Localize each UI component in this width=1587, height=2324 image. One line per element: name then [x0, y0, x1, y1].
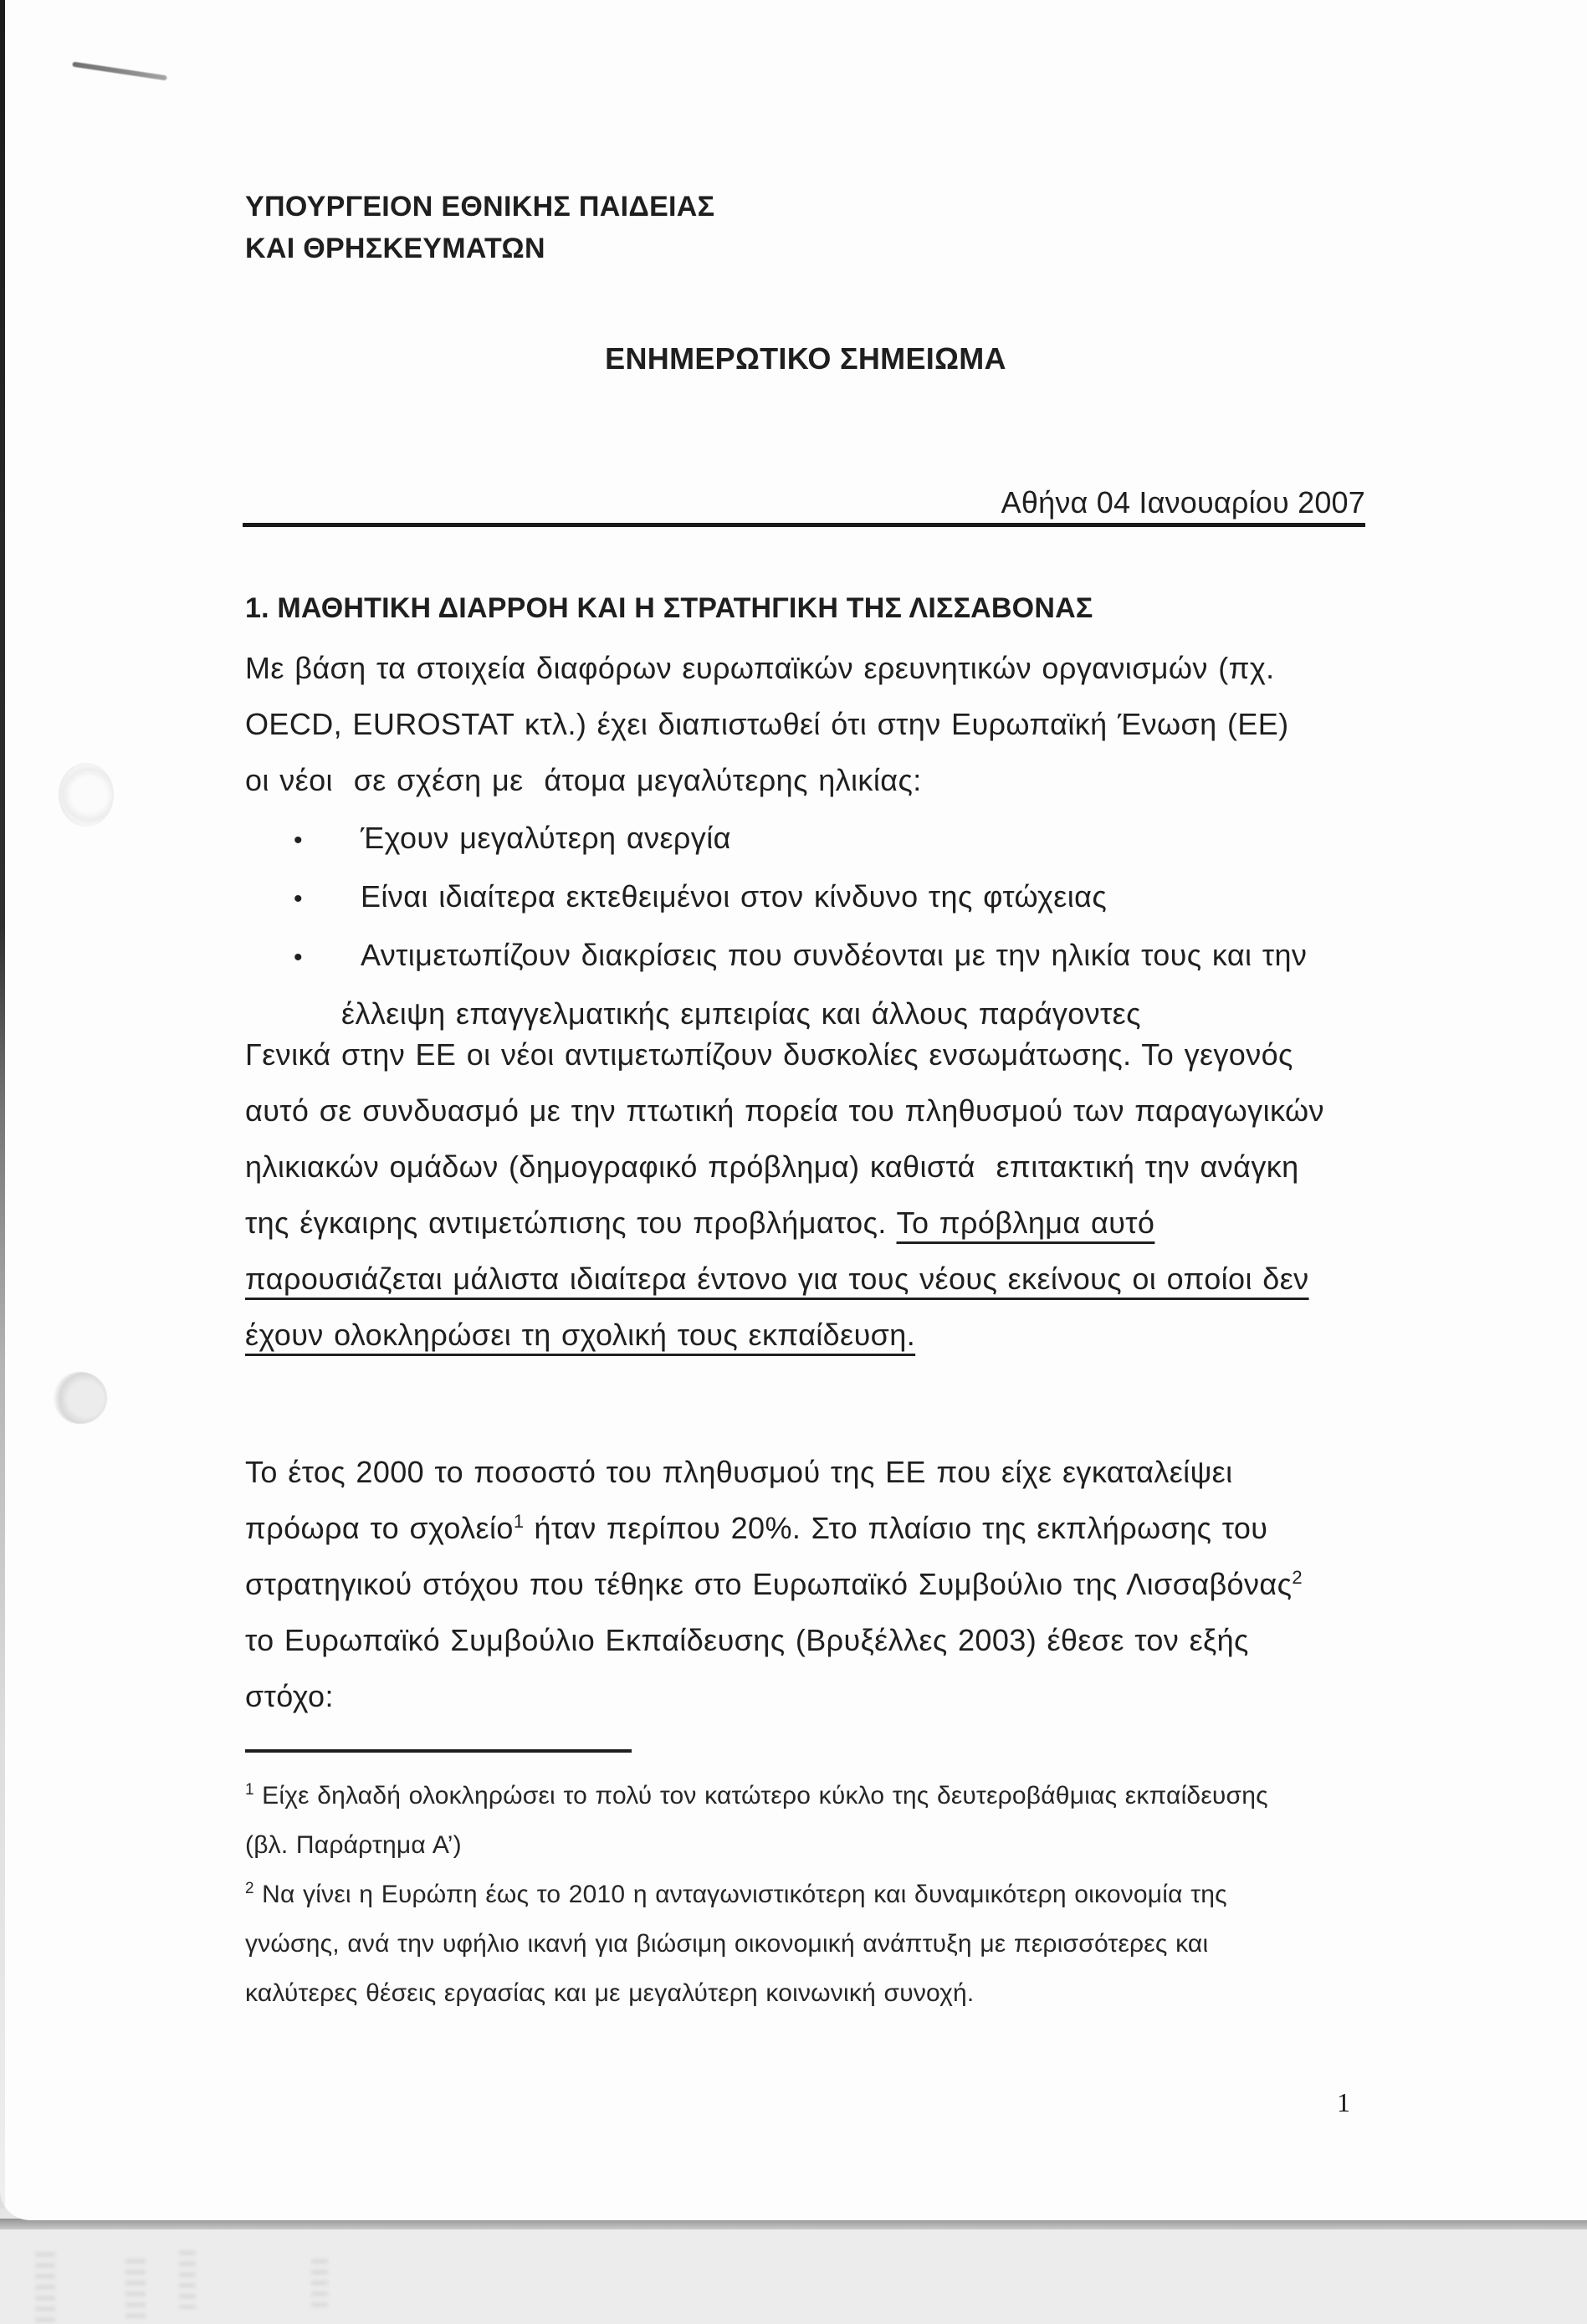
- footnote-ref-1: 1: [513, 1511, 525, 1532]
- paragraph-line: Το έτος 2000 το ποσοστό του πληθυσμού της ΕΕ που είχε εγκαταλείψει: [245, 1455, 1233, 1489]
- paragraph-line: Γενικά στην ΕΕ οι νέοι αντιμετωπίζουν δυσκολίες ενσωμάτωσης. Το γεγονός: [245, 1037, 1293, 1072]
- horizontal-rule: [243, 523, 1365, 527]
- paragraph-text: της έγκαιρης αντιμετώπισης του προβλήματος.: [245, 1206, 897, 1240]
- bleed-through-smudge: [35, 2252, 55, 2324]
- section-heading: 1. ΜΑΘΗΤΙΚΗ ΔΙΑΡΡΟΗ ΚΑΙ Η ΣΤΡΑΤΗΓΙΚΗ ΤΗΣ ΛΙΣΣΑΒΟΝΑΣ: [245, 592, 1093, 624]
- footnote-separator-rule: [245, 1749, 632, 1753]
- paragraph-2: [245, 1026, 1324, 1363]
- bullet-icon: •: [294, 827, 303, 854]
- paragraph-text: πρόωρα το σχολείο: [245, 1511, 514, 1545]
- footnote-text: Να γίνει η Ευρώπη έως το 2010 η ανταγωνιστικότερη και δυναμικότερη οικονομία της: [253, 1881, 1227, 1908]
- paragraph-line: [245, 1500, 1303, 1556]
- paragraph-line: OECD, EUROSTAT κτλ.) έχει διαπιστωθεί ότι στην Ευρωπαϊκή Ένωση (ΕΕ): [245, 707, 1289, 741]
- punch-hole-smudge: [54, 1372, 107, 1424]
- footnote-2-line: καλύτερες θέσεις εργασίας και με μεγαλύτερη κοινωνική συνοχή.: [245, 1979, 975, 2007]
- footnote-2-line: γνώσης, ανά την υφήλιο ικανή για βιώσιμη οικονομική ανάπτυξη με περισσότερες και: [245, 1930, 1209, 1958]
- list-item: [245, 927, 1307, 985]
- footnote-text: Είχε δηλαδή ολοκληρώσει το πολύ τον κατώτερο κύκλο της δευτεροβάθμιας εκπαίδευσης: [253, 1782, 1268, 1810]
- footnotes: [245, 1771, 1268, 2018]
- letterhead: [245, 186, 714, 269]
- bullet-icon: •: [294, 885, 303, 913]
- bleed-through-smudge: [125, 2259, 146, 2324]
- footnote-1-marker: 1: [245, 1781, 254, 1799]
- list-item-text: Αντιμετωπίζουν διακρίσεις που συνδέονται με την ηλικία τους και την: [361, 938, 1308, 972]
- paragraph-line: Με βάση τα στοιχεία διαφόρων ευρωπαϊκών ερευνητικών οργανισμών (πχ.: [245, 651, 1275, 685]
- bleed-through-smudge: [179, 2250, 196, 2309]
- ministry-name-line2: ΚΑΙ ΘΡΗΣΚΕΥΜΑΤΩΝ: [245, 233, 545, 264]
- paragraph-line: οι νέοι σε σχέση με άτομα μεγαλύτερης ηλικίας:: [245, 763, 922, 797]
- list-item: [245, 810, 1307, 868]
- paragraph-line: [245, 1195, 1324, 1251]
- paragraph-line: το Ευρωπαϊκό Συμβούλιο Εκπαίδευσης (Βρυξέλλες 2003) έθεσε τον εξής: [245, 1623, 1249, 1657]
- list-item: [245, 868, 1307, 927]
- scanner-bed-background: [0, 2229, 1587, 2324]
- list-item-text: Είναι ιδιαίτερα εκτεθειμένοι στον κίνδυνο της φτώχειας: [361, 879, 1108, 914]
- list-item-text: Έχουν μεγαλύτερη ανεργία: [361, 821, 731, 855]
- paragraph-text: ήταν περίπου 20%. Στο πλαίσιο της εκπλήρωσης του: [524, 1511, 1268, 1545]
- paragraph-text: στρατηγικού στόχου που τέθηκε στο Ευρωπαϊκό Συμβούλιο της Λισσαβόνας: [245, 1567, 1293, 1601]
- punch-hole-smudge: [59, 763, 114, 827]
- paragraph-line: [245, 1556, 1303, 1612]
- paragraph-line: ηλικιακών ομάδων (δημογραφικό πρόβλημα) καθιστά επιτακτική την ανάγκη: [245, 1149, 1299, 1184]
- bullet-list: [245, 810, 1307, 1042]
- ministry-name-line1: ΥΠΟΥΡΓΕΙΟΝ ΕΘΝΙΚΗΣ ΠΑΙΔΕΙΑΣ: [245, 191, 715, 223]
- footnote-2-line: [245, 1870, 1268, 1919]
- footnote-ref-2: 2: [1292, 1567, 1303, 1588]
- footnote-1-line: (βλ. Παράρτημα Α’): [245, 1831, 462, 1859]
- underlined-line: έχουν ολοκληρώσει τη σχολική τους εκπαίδευση.: [245, 1318, 916, 1352]
- bleed-through-smudge: [311, 2259, 328, 2309]
- page-number: 1: [1337, 2087, 1350, 2117]
- footnote-1-line: [245, 1771, 1268, 1820]
- paragraph-3: [245, 1444, 1303, 1724]
- underlined-line: παρουσιάζεται μάλιστα ιδιαίτερα έντονο για τους νέους εκείνους οι οποίοι δεν: [245, 1262, 1309, 1296]
- footnote-2-marker: 2: [245, 1880, 254, 1897]
- scan-left-edge-shadow: [0, 0, 5, 2209]
- list-item-wrap-line: έλλειψη επαγγελματικής εμπειρίας και άλλους παράγοντες: [341, 996, 1141, 1031]
- paragraph-line: στόχο:: [245, 1679, 334, 1713]
- paragraph-line: αυτό σε συνδυασμό με την πτωτική πορεία του πληθυσμού των παραγωγικών: [245, 1093, 1324, 1128]
- bullet-icon: •: [294, 944, 303, 971]
- underlined-text: Το πρόβλημα αυτό: [896, 1206, 1155, 1240]
- paragraph-1: [245, 640, 1289, 808]
- date-line: Αθήνα 04 Ιανουαρίου 2007: [1001, 485, 1365, 520]
- document-title: ΕΝΗΜΕΡΩΤΙΚΟ ΣΗΜΕΙΩΜΑ: [605, 341, 1006, 376]
